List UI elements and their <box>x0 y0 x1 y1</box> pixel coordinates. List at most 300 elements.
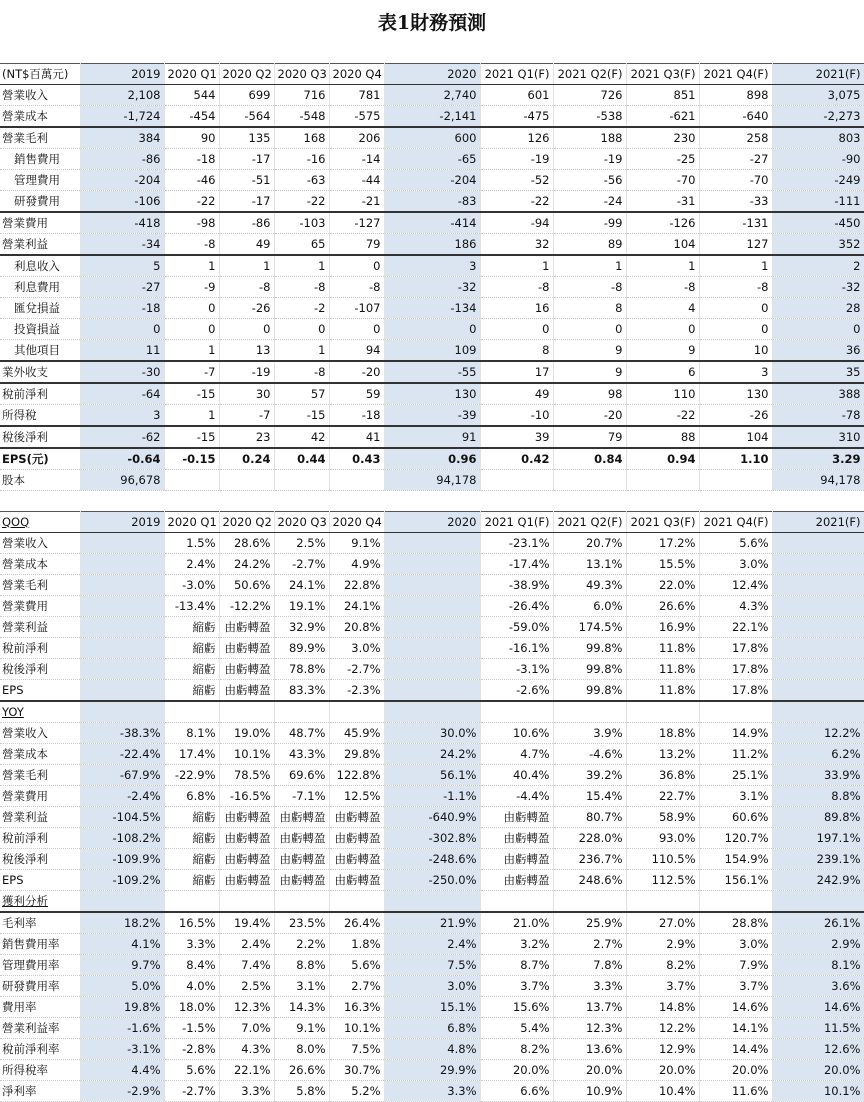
table-cell: 3.6% <box>772 976 864 997</box>
table-cell: -548 <box>274 106 329 128</box>
table-cell: -86 <box>219 212 274 234</box>
table-cell: 112.5% <box>626 870 699 891</box>
table-row <box>0 361 864 383</box>
table-cell: 30.7% <box>329 1060 384 1081</box>
table-cell: 96,678 <box>80 470 164 491</box>
table-cell <box>384 575 480 596</box>
table-cell: 5.4% <box>480 1018 553 1039</box>
table-cell <box>164 701 219 723</box>
row-label: 營業成本 <box>0 554 80 575</box>
table-row <box>0 554 864 575</box>
table-cell: 1.5% <box>164 533 219 554</box>
table-cell: -3.0% <box>164 575 219 596</box>
table-cell: 2.5% <box>274 533 329 554</box>
table-cell: 19.4% <box>219 912 274 934</box>
table-cell: 0.43 <box>329 448 384 470</box>
table-cell <box>480 470 553 491</box>
row-label: 獲利分析 <box>0 891 80 913</box>
table-cell: -24 <box>553 191 626 213</box>
table-cell: 1 <box>553 255 626 277</box>
table-cell: 3.3% <box>384 1081 480 1102</box>
table-cell: 13.7% <box>553 997 626 1018</box>
table-cell: -26.4% <box>480 596 553 617</box>
row-label: 投資損益 <box>0 319 80 340</box>
table-cell: 803 <box>772 127 864 149</box>
table-cell: 99.8% <box>553 680 626 702</box>
table-cell: 601 <box>480 85 553 106</box>
table-cell: 0.84 <box>553 448 626 470</box>
table-cell: 11 <box>80 340 164 362</box>
table-cell: 2.4% <box>219 934 274 955</box>
table-cell: 33.9% <box>772 765 864 786</box>
table-row <box>0 383 864 405</box>
table-cell: 0 <box>329 255 384 277</box>
table-cell: 13.2% <box>626 744 699 765</box>
table-cell: 0 <box>329 319 384 340</box>
table-cell: -640.9% <box>384 807 480 828</box>
table-cell: 縮虧 <box>164 828 219 849</box>
table-cell: 14.4% <box>699 1039 772 1060</box>
table-cell: 7.5% <box>384 955 480 976</box>
table-cell <box>80 617 164 638</box>
table-cell: 由虧轉盈 <box>480 849 553 870</box>
table-row <box>0 319 864 340</box>
table-cell: 26.1% <box>772 912 864 934</box>
table-cell: 69.6% <box>274 765 329 786</box>
table-cell: 20.0% <box>626 1060 699 1081</box>
row-label: 稅後淨利 <box>0 849 80 870</box>
column-header: 2021 Q1(F) <box>480 512 553 533</box>
table-cell: 20.0% <box>480 1060 553 1081</box>
table-cell: -1.5% <box>164 1018 219 1039</box>
table-cell: 384 <box>80 127 164 149</box>
row-label: EPS <box>0 870 80 891</box>
table-cell: 104 <box>699 426 772 448</box>
table-cell: -31 <box>626 191 699 213</box>
table-cell: 65 <box>274 234 329 256</box>
table-cell: 4.3% <box>699 596 772 617</box>
table-cell: -20 <box>329 361 384 383</box>
table-cell: 縮虧 <box>164 659 219 680</box>
table-cell <box>553 701 626 723</box>
column-header: 2019 <box>80 512 164 533</box>
table-cell: -8 <box>274 361 329 383</box>
table-cell: -2.7% <box>329 659 384 680</box>
row-label: 業外收支 <box>0 361 80 383</box>
table-cell: -15 <box>164 383 219 405</box>
table-cell: -22 <box>274 191 329 213</box>
table-row <box>0 976 864 997</box>
table-cell: 14.6% <box>699 997 772 1018</box>
spacer-row <box>0 491 864 512</box>
table-row <box>0 786 864 807</box>
table-cell: 79 <box>553 426 626 448</box>
table-row <box>0 470 864 491</box>
table-cell: 18.2% <box>80 912 164 934</box>
row-label: 營業利益 <box>0 234 80 256</box>
table-cell <box>772 596 864 617</box>
table-cell: 9.7% <box>80 955 164 976</box>
table-cell: -59.0% <box>480 617 553 638</box>
table-cell: 42 <box>274 426 329 448</box>
table-cell: -86 <box>80 149 164 170</box>
table-cell: 3.29 <box>772 448 864 470</box>
table-cell <box>480 701 553 723</box>
table-cell <box>772 680 864 702</box>
table-cell: 14.8% <box>626 997 699 1018</box>
table-cell: 0 <box>626 319 699 340</box>
table-row <box>0 170 864 191</box>
table-cell <box>384 554 480 575</box>
column-header: 2021 Q2(F) <box>553 512 626 533</box>
table-cell: 43.3% <box>274 744 329 765</box>
table-cell <box>274 701 329 723</box>
table-cell <box>219 891 274 913</box>
table-cell: 5.6% <box>699 533 772 554</box>
table-cell: -4.6% <box>553 744 626 765</box>
table-cell: 98 <box>553 383 626 405</box>
table-cell: 1.8% <box>329 934 384 955</box>
table-cell: -46 <box>164 170 219 191</box>
table-cell: 78.8% <box>274 659 329 680</box>
table-cell: 6.0% <box>553 596 626 617</box>
table-cell <box>626 891 699 913</box>
row-label: 營業費用 <box>0 212 80 234</box>
row-label: 營業費用 <box>0 596 80 617</box>
table-cell: -19 <box>553 149 626 170</box>
table-cell: 248.6% <box>553 870 626 891</box>
table-cell: 由虧轉盈 <box>480 807 553 828</box>
table-row <box>0 533 864 554</box>
table-cell: 93.0% <box>626 828 699 849</box>
table-cell <box>384 596 480 617</box>
table-cell <box>80 533 164 554</box>
table-row <box>0 997 864 1018</box>
table-cell <box>772 575 864 596</box>
table-cell: 4.8% <box>384 1039 480 1060</box>
table-cell: 57 <box>274 383 329 405</box>
table-cell: 135 <box>219 127 274 149</box>
row-label: EPS(元) <box>0 448 80 470</box>
table-cell: 49.3% <box>553 575 626 596</box>
table-cell: 14.1% <box>699 1018 772 1039</box>
table-cell: 24.1% <box>329 596 384 617</box>
table-row <box>0 212 864 234</box>
table-cell: 13.6% <box>553 1039 626 1060</box>
table-cell: 310 <box>772 426 864 448</box>
table-cell: -131 <box>699 212 772 234</box>
table-cell: 59 <box>329 383 384 405</box>
table-row <box>0 298 864 319</box>
table-cell <box>384 659 480 680</box>
column-header: 2020 Q1 <box>164 512 219 533</box>
table-cell: 30.0% <box>384 723 480 744</box>
table-cell: 17.2% <box>626 533 699 554</box>
table-cell: 2 <box>772 255 864 277</box>
table-cell: 0.94 <box>626 448 699 470</box>
table-cell: 168 <box>274 127 329 149</box>
table-cell: 36 <box>772 340 864 362</box>
financial-forecast-table <box>0 63 864 1102</box>
table-row <box>0 596 864 617</box>
table-cell: 45.9% <box>329 723 384 744</box>
table-cell: 7.0% <box>219 1018 274 1039</box>
row-label: 營業收入 <box>0 723 80 744</box>
table-cell: -22.9% <box>164 765 219 786</box>
table-cell: -15 <box>274 405 329 427</box>
table-cell <box>553 470 626 491</box>
table-cell: 4.7% <box>480 744 553 765</box>
table-cell: 39.2% <box>553 765 626 786</box>
table-cell <box>80 680 164 702</box>
table-row <box>0 849 864 870</box>
table-cell: 11.2% <box>699 744 772 765</box>
table-cell: 5 <box>80 255 164 277</box>
table-cell: 258 <box>699 127 772 149</box>
table-cell: 48.7% <box>274 723 329 744</box>
table-cell: 17.8% <box>699 638 772 659</box>
row-label: 費用率 <box>0 997 80 1018</box>
table-cell: -454 <box>164 106 219 128</box>
row-label: 營業費用 <box>0 786 80 807</box>
table-cell: -3.1% <box>480 659 553 680</box>
table-cell: 3.9% <box>553 723 626 744</box>
table-row <box>0 448 864 470</box>
table-cell: 12.6% <box>772 1039 864 1060</box>
table-cell: 36.8% <box>626 765 699 786</box>
table-cell: 130 <box>384 383 480 405</box>
column-header: 2019 <box>80 64 164 85</box>
row-label: 營業毛利 <box>0 765 80 786</box>
table-cell: 2.2% <box>274 934 329 955</box>
table-cell: 32 <box>480 234 553 256</box>
table-cell: -70 <box>699 170 772 191</box>
table-header-row <box>0 64 864 85</box>
table-cell: -38.3% <box>80 723 164 744</box>
table-cell <box>384 533 480 554</box>
table-cell: -90 <box>772 149 864 170</box>
table-cell: 4.9% <box>329 554 384 575</box>
table-cell: 3.1% <box>274 976 329 997</box>
table-cell: 120.7% <box>699 828 772 849</box>
table-cell: 8.8% <box>274 955 329 976</box>
table-cell: 10.1% <box>219 744 274 765</box>
table-cell: 14.9% <box>699 723 772 744</box>
table-cell: 716 <box>274 85 329 106</box>
table-cell: 23.5% <box>274 912 329 934</box>
table-cell: 3 <box>699 361 772 383</box>
row-label: 其他項目 <box>0 340 80 362</box>
table-cell: 242.9% <box>772 870 864 891</box>
table-cell <box>329 891 384 913</box>
table-cell: -26 <box>699 405 772 427</box>
table-cell: 898 <box>699 85 772 106</box>
table-cell: -15 <box>164 426 219 448</box>
table-cell: 24.1% <box>274 575 329 596</box>
table-cell: 3,075 <box>772 85 864 106</box>
table-cell: -126 <box>626 212 699 234</box>
table-cell: 17.4% <box>164 744 219 765</box>
row-label: 稅前淨利率 <box>0 1039 80 1060</box>
table-cell: 23 <box>219 426 274 448</box>
table-cell <box>164 470 219 491</box>
table-cell: -17.4% <box>480 554 553 575</box>
table-cell: 26.6% <box>626 596 699 617</box>
table-cell: -16 <box>274 149 329 170</box>
table-cell: -450 <box>772 212 864 234</box>
table-cell: 10.1% <box>772 1081 864 1102</box>
column-header: 2020 Q3 <box>274 512 329 533</box>
table-row <box>0 1060 864 1081</box>
table-cell <box>384 680 480 702</box>
table-cell: -98 <box>164 212 219 234</box>
table-cell: 由虧轉盈 <box>329 849 384 870</box>
table-cell: 4.1% <box>80 934 164 955</box>
table-cell <box>480 891 553 913</box>
table-cell <box>772 617 864 638</box>
table-cell: -111 <box>772 191 864 213</box>
table-cell <box>80 575 164 596</box>
table-cell: 24.2% <box>219 554 274 575</box>
table-cell <box>274 470 329 491</box>
table-cell: -302.8% <box>384 828 480 849</box>
table-cell <box>626 701 699 723</box>
table-cell: -0.64 <box>80 448 164 470</box>
table-cell: 0.24 <box>219 448 274 470</box>
table-cell: 17.8% <box>699 680 772 702</box>
table-cell: 22.8% <box>329 575 384 596</box>
column-header: 2020 Q2 <box>219 64 274 85</box>
table-cell: 6.8% <box>384 1018 480 1039</box>
table-cell <box>384 617 480 638</box>
table-row <box>0 426 864 448</box>
table-cell: -104.5% <box>80 807 164 828</box>
table-cell: 11.8% <box>626 680 699 702</box>
table-cell: 197.1% <box>772 828 864 849</box>
table-cell: -38.9% <box>480 575 553 596</box>
table-cell <box>699 470 772 491</box>
table-cell: 22.1% <box>219 1060 274 1081</box>
table-cell: 12.2% <box>626 1018 699 1039</box>
table-cell: -4.4% <box>480 786 553 807</box>
table-cell: 2,740 <box>384 85 480 106</box>
row-label: 稅後淨利 <box>0 426 80 448</box>
table-cell: 由虧轉盈 <box>274 849 329 870</box>
row-label: 營業收入 <box>0 533 80 554</box>
table-cell: 22.1% <box>699 617 772 638</box>
table-cell: 17.8% <box>699 659 772 680</box>
table-cell: 0 <box>219 319 274 340</box>
table-cell <box>80 701 164 723</box>
table-cell: 3.0% <box>699 934 772 955</box>
table-cell: 35 <box>772 361 864 383</box>
table-cell: 8 <box>480 340 553 362</box>
table-cell: 7.9% <box>699 955 772 976</box>
table-cell: 28 <box>772 298 864 319</box>
table-cell: 2,108 <box>80 85 164 106</box>
table-cell: 11.6% <box>699 1081 772 1102</box>
table-cell: 4.4% <box>80 1060 164 1081</box>
table-body <box>0 64 864 1102</box>
table-cell: -65 <box>384 149 480 170</box>
table-cell: 781 <box>329 85 384 106</box>
table-cell <box>80 554 164 575</box>
table-cell: 11.5% <box>772 1018 864 1039</box>
table-cell: 15.4% <box>553 786 626 807</box>
table-cell: 11.8% <box>626 638 699 659</box>
table-cell: 174.5% <box>553 617 626 638</box>
table-cell: 6.8% <box>164 786 219 807</box>
table-cell <box>219 470 274 491</box>
table-cell: 13.1% <box>553 554 626 575</box>
table-cell <box>80 891 164 913</box>
table-cell: 19.8% <box>80 997 164 1018</box>
table-cell: 21.0% <box>480 912 553 934</box>
table-cell: 8.7% <box>480 955 553 976</box>
table-cell: 89.9% <box>274 638 329 659</box>
table-cell: 0.44 <box>274 448 329 470</box>
table-row <box>0 828 864 849</box>
table-cell: 3.0% <box>329 638 384 659</box>
table-row <box>0 617 864 638</box>
table-cell: 由虧轉盈 <box>219 659 274 680</box>
table-cell: -27 <box>699 149 772 170</box>
table-cell: 1 <box>626 255 699 277</box>
table-cell: -17 <box>219 149 274 170</box>
column-header: 2021 Q3(F) <box>626 64 699 85</box>
table-cell: -51 <box>219 170 274 191</box>
table-cell: -2 <box>274 298 329 319</box>
table-cell: 3 <box>80 405 164 427</box>
table-cell <box>164 891 219 913</box>
table-cell: -8 <box>329 277 384 298</box>
row-label: 營業收入 <box>0 85 80 106</box>
table-cell: 94,178 <box>772 470 864 491</box>
table-cell <box>626 470 699 491</box>
table-cell: 由虧轉盈 <box>274 870 329 891</box>
table-cell: 8.1% <box>772 955 864 976</box>
table-row <box>0 765 864 786</box>
row-label: 營業毛利 <box>0 575 80 596</box>
table-cell <box>772 701 864 723</box>
table-cell: 109 <box>384 340 480 362</box>
table-cell: -70 <box>626 170 699 191</box>
table-cell: 29.9% <box>384 1060 480 1081</box>
column-header: 2020 <box>384 512 480 533</box>
table-cell: 94,178 <box>384 470 480 491</box>
table-cell: 2.9% <box>772 934 864 955</box>
table-cell: 3.1% <box>699 786 772 807</box>
table-cell: 130 <box>699 383 772 405</box>
table-cell: -78 <box>772 405 864 427</box>
table-cell: 1 <box>274 340 329 362</box>
table-cell: -418 <box>80 212 164 234</box>
table-cell: -8 <box>553 277 626 298</box>
table-cell: 18.8% <box>626 723 699 744</box>
table-cell: 13 <box>219 340 274 362</box>
column-header: 2020 Q4 <box>329 64 384 85</box>
table-cell: 10.9% <box>553 1081 626 1102</box>
table-cell: 56.1% <box>384 765 480 786</box>
table-cell <box>772 891 864 913</box>
table-cell: 6.2% <box>772 744 864 765</box>
table-cell: 12.4% <box>699 575 772 596</box>
table-cell: 89.8% <box>772 807 864 828</box>
table-cell: 1 <box>274 255 329 277</box>
table-cell: 縮虧 <box>164 617 219 638</box>
row-label: 稅前淨利 <box>0 638 80 659</box>
row-label: 利息費用 <box>0 277 80 298</box>
